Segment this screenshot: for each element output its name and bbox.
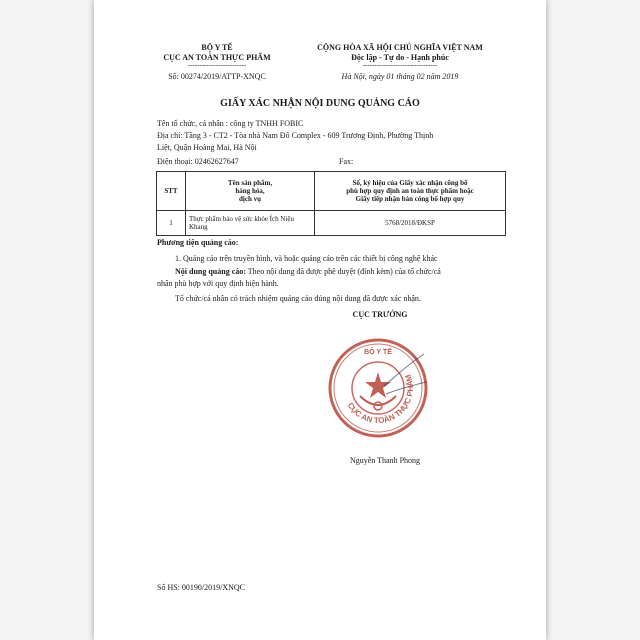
- header-cert-line: phù hợp quy định an toàn thực phẩm hoặc: [346, 187, 474, 195]
- header-cert-line: Giấy tiếp nhận bản công bố hợp quy: [355, 195, 465, 203]
- row-product: [186, 211, 315, 236]
- signer-position: CỤC TRƯỞNG: [352, 310, 408, 319]
- header-stt: STT: [157, 172, 186, 211]
- seal-emblem: [360, 372, 396, 410]
- ministry-name: BỘ Y TẾ: [201, 43, 233, 52]
- seal-ring-text: CỤC AN TOÀN THỰC PHẨM: [345, 373, 416, 426]
- official-seal: [326, 336, 430, 440]
- org-address-line1: Địa chỉ: Tầng 3 - CT2 - Tòa nhà Nam Đô Complex - 609 Trương Định, Phường Thịnh: [157, 131, 434, 140]
- place-date: Hà Nội, ngày 01 tháng 02 năm 2019: [341, 72, 459, 81]
- media-heading: Phương tiện quảng cáo:: [157, 238, 239, 247]
- header-product-line: dịch vụ: [239, 195, 261, 203]
- left-rule: -------------------------: [187, 61, 247, 69]
- document-number: Số: 00274/2019/ATTP-XNQC: [168, 72, 266, 81]
- content-line2: nhân phù hợp với quy định hiện hành.: [157, 279, 279, 288]
- document-title: GIẤY XÁC NHẬN NỘI DUNG QUẢNG CÁO: [220, 98, 420, 109]
- org-fax: Fax:: [339, 157, 354, 166]
- department-name: CỤC AN TOÀN THỰC PHẨM: [163, 53, 271, 62]
- content-text: Theo nội dung đã được phê duyệt (đính kèm) của tổ chức/cá: [245, 267, 441, 276]
- table-row: [157, 211, 506, 236]
- header-product-line: Tên sản phẩm,: [227, 179, 273, 187]
- table-header-row: [157, 172, 506, 211]
- org-phone: Điện thoại: 02462627647: [157, 157, 239, 166]
- national-motto: Độc lập - Tự do - Hạnh phúc: [351, 53, 449, 62]
- row-stt: 1: [157, 211, 186, 236]
- rice-wreath-icon: [360, 396, 396, 405]
- row-product-line: Thực phẩm bảo vệ sức khỏe Ích Niệu: [189, 215, 294, 223]
- header-cert-line: Số, ký hiệu của Giấy xác nhận công bố: [352, 179, 468, 187]
- org-address-line2: Liệt, Quận Hoàng Mai, Hà Nội: [157, 143, 257, 152]
- content-line: [175, 267, 441, 277]
- header-product-line: hàng hóa,: [235, 187, 265, 195]
- media-item: 1. Quảng cáo trên truyền hình, và hoặc quảng cáo trên các thiết bị công nghệ khác: [175, 254, 438, 263]
- dossier-number: Số HS: 00190/2019/XNQC: [157, 583, 246, 592]
- product-table: [156, 171, 506, 236]
- document-page: [94, 0, 546, 640]
- content-label: Nội dung quảng cáo:: [175, 267, 246, 276]
- right-rule: --------------------------------: [362, 61, 438, 69]
- seal-top-text: BỘ Y TẾ: [364, 349, 392, 356]
- national-heading: [302, 43, 498, 82]
- republic-name: CỘNG HÒA XÃ HỘI CHỦ NGHĨA VIỆT NAM: [317, 43, 483, 52]
- header-product: [186, 172, 315, 211]
- header-certificate: [315, 172, 506, 211]
- row-product-line: Khang: [189, 223, 208, 231]
- issuer-block: [152, 43, 282, 82]
- responsibility-statement: Tổ chức/cá nhân có trách nhiệm quảng cáo đúng nội dung đã được xác nhận.: [175, 294, 421, 303]
- row-certificate: 5768/2018/ĐKSP: [315, 211, 506, 236]
- org-name: Tên tổ chức, cá nhân : công ty TNHH FOBIC: [157, 119, 304, 128]
- signer-name: Nguyễn Thanh Phong: [349, 456, 421, 465]
